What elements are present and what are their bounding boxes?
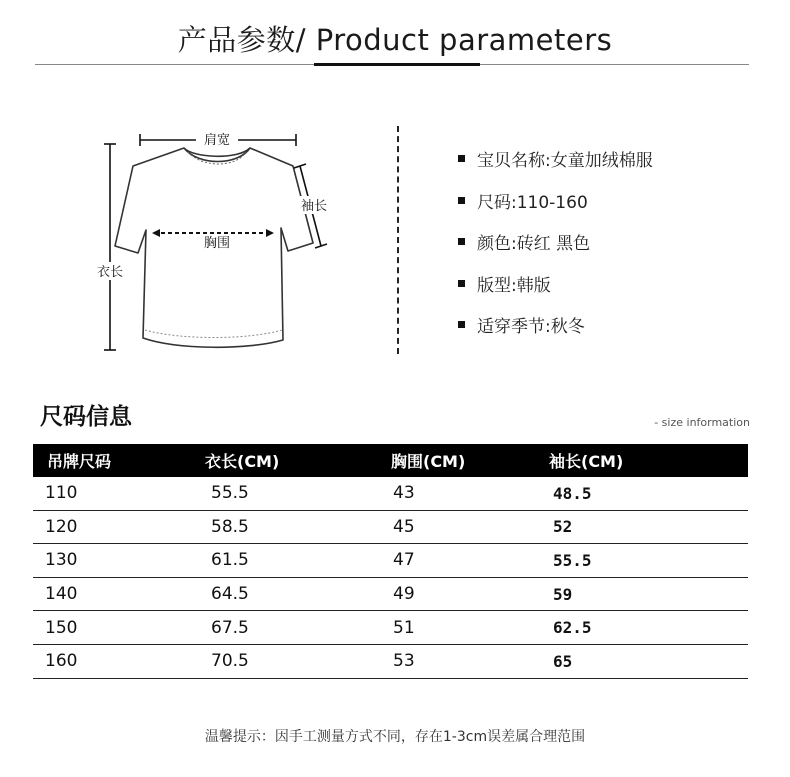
bullet-square-icon bbox=[458, 321, 465, 328]
table-cell: 65 bbox=[553, 651, 573, 671]
table-row bbox=[33, 477, 748, 511]
table-row bbox=[33, 578, 748, 612]
param-item bbox=[458, 304, 653, 346]
bullet-square-icon bbox=[458, 280, 465, 287]
table-cell: 61.5 bbox=[211, 550, 249, 571]
table-row bbox=[33, 645, 748, 679]
size-table-header bbox=[33, 444, 748, 477]
param-item bbox=[458, 138, 653, 180]
chest-label: 胸围 bbox=[203, 236, 231, 251]
size-section-subtitle: - size information bbox=[654, 416, 750, 429]
table-cell: 67.5 bbox=[211, 617, 249, 638]
product-params-list bbox=[458, 138, 653, 346]
table-cell: 64.5 bbox=[211, 584, 249, 605]
title-divider-accent bbox=[314, 63, 480, 66]
measurement-note: 温馨提示：因手工测量方式不同，存在1-3cm误差属合理范围 bbox=[204, 729, 586, 745]
table-cell: 47 bbox=[393, 550, 415, 571]
header-cell-sleeve: 袖长(CM) bbox=[549, 452, 624, 471]
size-table bbox=[33, 444, 748, 679]
bullet-square-icon bbox=[458, 197, 465, 204]
param-item-text: 宝贝名称:女童加绒棉服 bbox=[477, 151, 653, 172]
table-cell: 55.5 bbox=[211, 483, 249, 504]
table-cell: 51 bbox=[393, 617, 415, 638]
size-section-title: 尺码信息 bbox=[40, 404, 132, 430]
table-cell: 130 bbox=[45, 550, 78, 571]
param-item bbox=[458, 263, 653, 305]
table-cell: 43 bbox=[393, 483, 415, 504]
vertical-divider bbox=[397, 126, 399, 354]
table-cell: 62.5 bbox=[553, 618, 592, 638]
table-cell: 150 bbox=[45, 617, 78, 638]
param-item bbox=[458, 221, 653, 263]
table-cell: 160 bbox=[45, 651, 78, 672]
param-item-text: 尺码:110-160 bbox=[477, 192, 588, 213]
table-cell: 55.5 bbox=[553, 550, 592, 570]
page-title: 产品参数/ Product parameters bbox=[177, 23, 613, 57]
table-cell: 49 bbox=[393, 584, 415, 605]
table-cell: 110 bbox=[45, 483, 78, 504]
param-item-text: 版型:韩版 bbox=[477, 275, 551, 296]
table-cell: 140 bbox=[45, 584, 78, 605]
param-item bbox=[458, 180, 653, 222]
header-cell-chest: 胸围(CM) bbox=[391, 452, 466, 471]
header-cell-length: 衣长(CM) bbox=[205, 452, 280, 471]
bullet-square-icon bbox=[458, 238, 465, 245]
garment-measurement-diagram bbox=[88, 118, 348, 368]
body-length-label: 衣长 bbox=[96, 265, 124, 280]
table-row bbox=[33, 511, 748, 545]
table-cell: 52 bbox=[553, 517, 573, 537]
param-item-text: 适穿季节:秋冬 bbox=[477, 317, 585, 338]
tshirt-outline-icon bbox=[88, 118, 348, 368]
param-item-text: 颜色:砖红 黑色 bbox=[477, 234, 591, 255]
table-cell: 120 bbox=[45, 516, 78, 537]
table-cell: 48.5 bbox=[553, 483, 592, 503]
table-cell: 53 bbox=[393, 651, 415, 672]
bullet-square-icon bbox=[458, 155, 465, 162]
table-cell: 45 bbox=[393, 516, 415, 537]
shoulder-width-label: 肩宽 bbox=[203, 133, 231, 148]
table-row bbox=[33, 611, 748, 645]
sleeve-length-label: 袖长 bbox=[300, 199, 328, 214]
table-cell: 59 bbox=[553, 584, 573, 604]
table-row bbox=[33, 544, 748, 578]
table-cell: 58.5 bbox=[211, 516, 249, 537]
table-cell: 70.5 bbox=[211, 651, 249, 672]
header-cell-size: 吊牌尺码 bbox=[47, 452, 112, 471]
